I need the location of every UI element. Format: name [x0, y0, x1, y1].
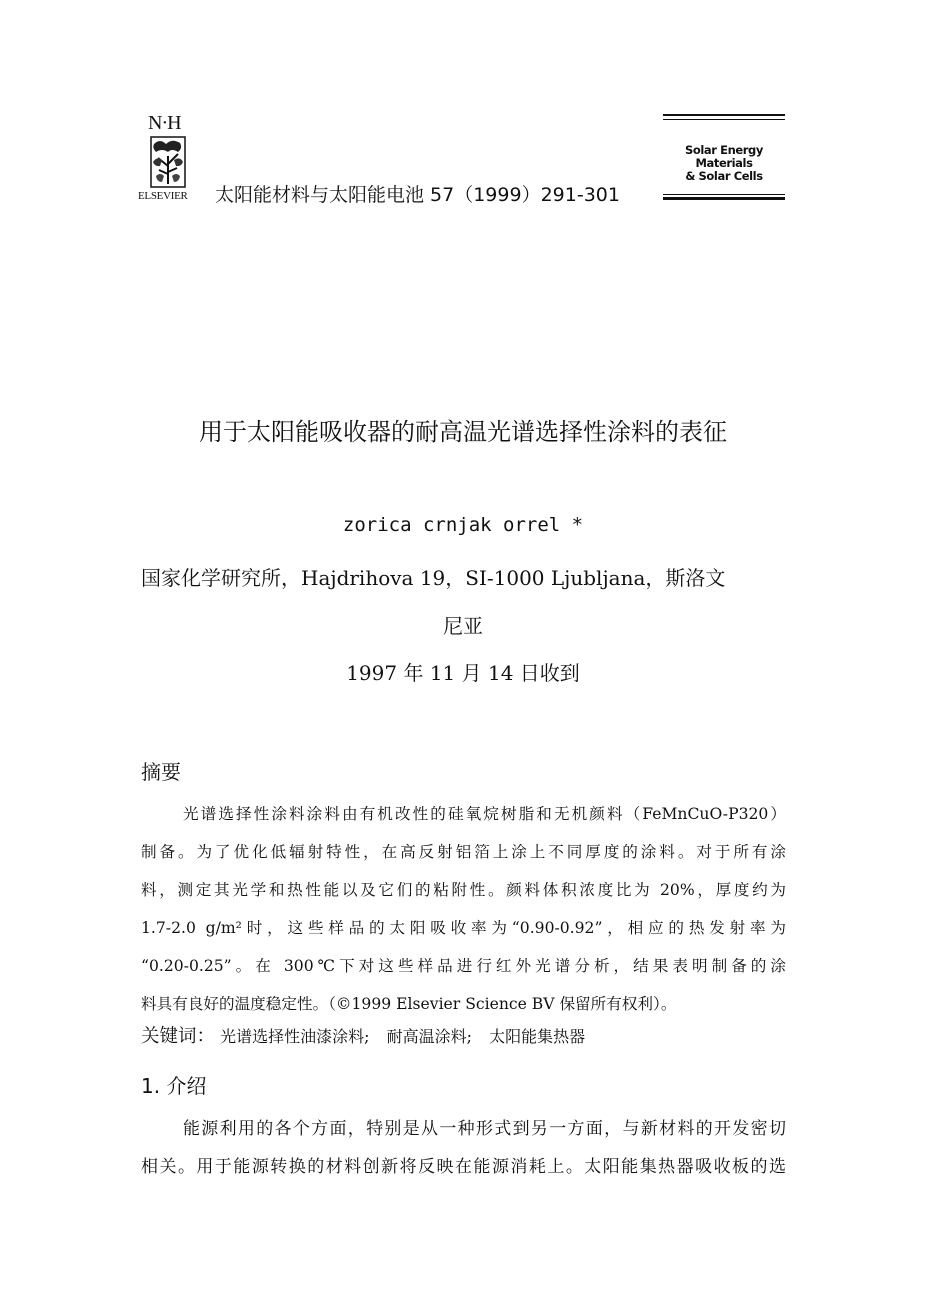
- keywords: [141, 1022, 597, 1048]
- journal-brand-title: Solar Energy Materials & Solar Cells: [684, 143, 763, 183]
- brand-rule-top-2: [663, 119, 785, 120]
- brand-rule-bottom-2: [663, 197, 785, 200]
- abstract-body: [141, 795, 786, 1023]
- intro-line: 相关。用于能源转换的材料创新将反映在能源消耗上。太阳能集热器吸收板的选: [141, 1157, 786, 1177]
- keywords-label: 关键词：: [141, 1026, 216, 1047]
- abstract-line: 1.7-2.0 g/m²时，这些样品的太阳吸收率为“0.90-0.92”，相应的热发射率为: [141, 919, 786, 937]
- affiliation-line-1: 国家化学研究所，Hajdrihova 19，SI-1000 Ljubljana，斯洛文: [141, 566, 726, 590]
- elsevier-tree-icon: [150, 136, 186, 188]
- article-title: 用于太阳能吸收器的耐高温光谱选择性涂料的表征: [199, 418, 727, 446]
- keyword-item: 光谱选择性油漆涂料;: [220, 1027, 370, 1046]
- abstract-line: 光谱选择性涂料涂料由有机改性的硅氧烷树脂和无机颜料（FeMnCuO-P320）: [183, 805, 786, 823]
- abstract-line: 料具有良好的温度稳定性。（©1999 Elsevier Science BV 保留所有权利）。: [141, 995, 677, 1013]
- keyword-item: 耐高温涂料;: [386, 1027, 473, 1046]
- abstract-line: 料，测定其光学和热性能以及它们的粘附性。颜料体积浓度比为 20%，厚度约为: [141, 881, 786, 899]
- received-date: 1997 年 11 月 14 日收到: [346, 661, 580, 685]
- introduction-body: [141, 1110, 786, 1186]
- abstract-line: “0.20-0.25”。在 300℃下对这些样品进行红外光谱分析，结果表明制备的涂: [141, 957, 786, 975]
- logo-monogram: N·H: [148, 112, 181, 134]
- author-name: zorica crnjak orrel *: [342, 514, 584, 536]
- brand-rule-bottom-1: [663, 194, 785, 195]
- section-heading-introduction: 1. 介绍: [141, 1074, 207, 1098]
- keyword-item: 太阳能集热器: [489, 1027, 586, 1046]
- publisher-logo: [138, 112, 200, 204]
- journal-citation: 太阳能材料与太阳能电池 57（1999）291-301: [215, 184, 620, 206]
- journal-brand: [663, 112, 785, 204]
- brand-rule-top-1: [663, 114, 785, 116]
- abstract-line: 制备。为了优化低辐射特性，在高反射铝箔上涂上不同厚度的涂料。对于所有涂: [141, 843, 786, 861]
- intro-line: 能源利用的各个方面，特别是从一种形式到另一方面，与新材料的开发密切: [183, 1119, 786, 1139]
- abstract-heading: 摘要: [141, 760, 181, 784]
- publisher-name: ELSEVIER: [138, 190, 188, 202]
- affiliation-line-2: 尼亚: [443, 614, 483, 638]
